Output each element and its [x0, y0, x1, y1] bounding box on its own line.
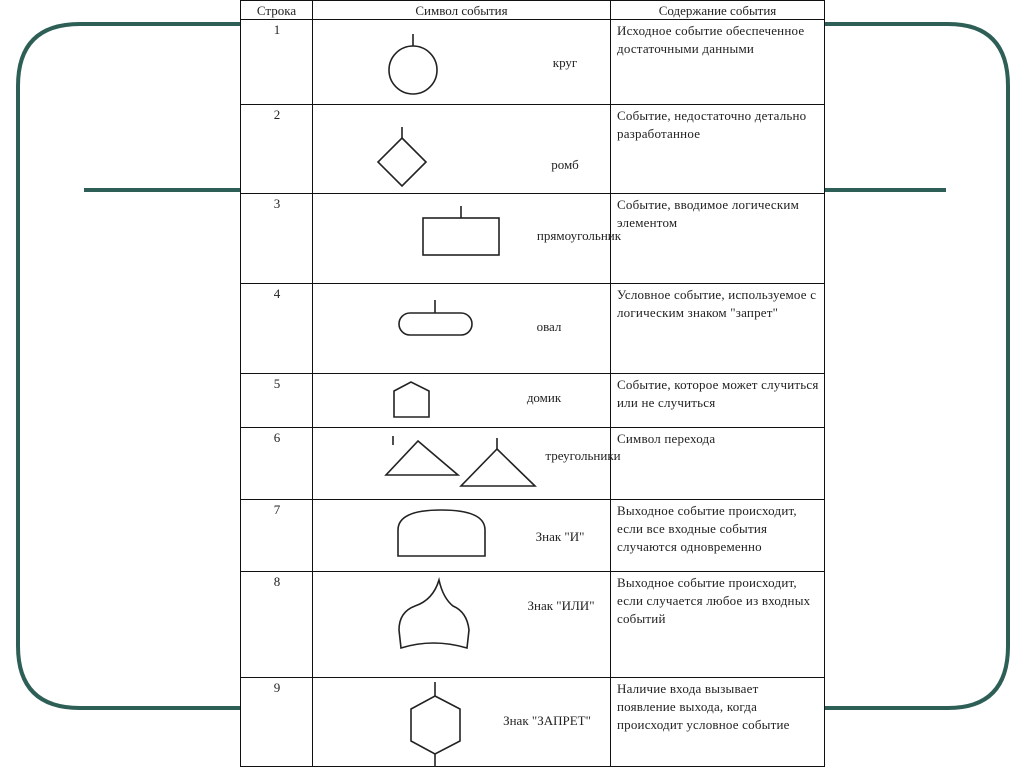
symbol-label: круг: [552, 55, 578, 70]
row-number: 5: [273, 376, 281, 391]
table-row: [240, 678, 825, 767]
event-description: Исходное событие обеспеченное достаточными данными: [617, 23, 805, 56]
frame-right-arc: [825, 24, 1008, 708]
event-description: Событие, вводимое логическим элементом: [617, 197, 799, 230]
or-gate-icon: [313, 572, 611, 678]
symbol-label: домик: [526, 390, 562, 405]
table-row: [240, 194, 825, 284]
symbol-label: ромб: [551, 157, 579, 172]
row-number: 8: [273, 574, 281, 589]
table-row: [240, 374, 825, 428]
event-description: Выходное событие происходит, если случается любое из входных событий: [617, 575, 811, 626]
event-description: Событие, которое может случиться или не случиться: [617, 377, 819, 410]
header-symbol: Символ события: [312, 0, 610, 20]
table-header: [240, 0, 825, 20]
row-number: 3: [273, 196, 281, 211]
row-number: 6: [273, 430, 281, 445]
table-row: [240, 572, 825, 678]
header-row-number: Строка: [240, 0, 312, 20]
house-event-icon: [313, 374, 611, 428]
table-row: [240, 500, 825, 572]
oval-event-icon: [313, 284, 611, 374]
row-number: 9: [273, 680, 281, 695]
table-row: [240, 428, 825, 500]
table-row: [240, 20, 825, 105]
table-row: [240, 105, 825, 194]
diamond-event-icon: [313, 105, 611, 194]
header-content: Содержание события: [610, 0, 825, 20]
symbol-label: Знак "И": [535, 529, 585, 544]
table-row: [240, 284, 825, 374]
row-number: 2: [273, 107, 281, 122]
event-description: Наличие входа вызывает появление выхода, когда происходит условное событие: [617, 681, 790, 732]
event-description: Выходное событие происходит, если все входные события случаются одновременно: [617, 503, 797, 554]
frame-left-arc: [18, 24, 240, 708]
row-number: 1: [273, 22, 281, 37]
event-symbols-table: [240, 0, 825, 767]
triangles-transfer-icon: [313, 428, 611, 500]
symbol-label: треугольники: [545, 448, 621, 463]
event-description: Символ перехода: [617, 431, 716, 446]
symbol-label: овал: [536, 319, 562, 334]
event-description: Событие, недостаточно детально разработанное: [617, 108, 807, 141]
event-description: Условное событие, используемое с логическим знаком "запрет": [617, 287, 817, 320]
row-number: 4: [273, 286, 281, 301]
symbol-label: прямоугольник: [536, 228, 622, 243]
symbol-label: Знак "ЗАПРЕТ": [503, 713, 591, 728]
symbol-label: Знак "ИЛИ": [527, 598, 595, 613]
row-number: 7: [273, 502, 281, 517]
